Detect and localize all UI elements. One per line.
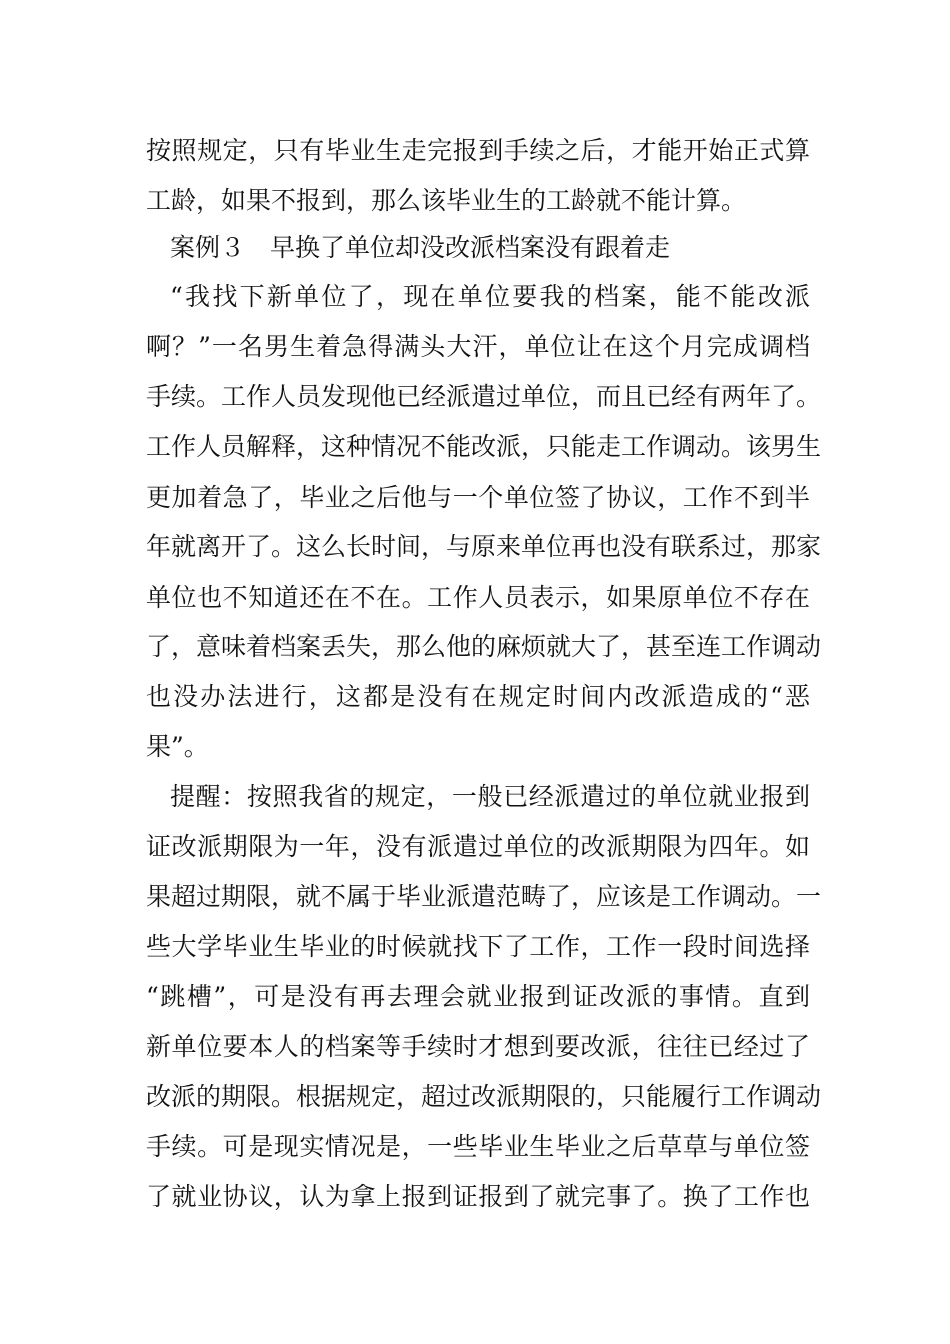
text-line: 了，意味着档案丢失，那么他的麻烦就大了，甚至连工作调动	[146, 632, 822, 661]
text-line: 工作人员解释，这种情况不能改派，只能走工作调动。该男生	[146, 432, 822, 461]
text-line: 工龄，如果不报到，那么该毕业生的工龄就不能计算。	[146, 186, 747, 215]
text-line: 果”。	[146, 732, 209, 761]
text-line: 新单位要本人的档案等手续时才想到要改派，往往已经过了	[146, 1032, 810, 1061]
text-line: 手续。工作人员发现他已经派遣过单位，而且已经有两年了。	[146, 382, 822, 411]
text-line: 年就离开了。这么长时间，与原来单位再也没有联系过，那家	[146, 532, 822, 561]
text-line: 单位也不知道还在不在。工作人员表示，如果原单位不存在	[146, 583, 810, 612]
text-line: 些大学毕业生毕业的时候就找下了工作，工作一段时间选择	[146, 932, 810, 961]
text-line: 证改派期限为一年，没有派遣过单位的改派期限为四年。如	[146, 832, 810, 861]
text-line: 果超过期限，就不属于毕业派遣范畴了，应该是工作调动。一	[146, 882, 822, 911]
text-line: 改派的期限。根据规定，超过改派期限的，只能履行工作调动	[146, 1082, 822, 1111]
text-line: “跳槽”，可是没有再去理会就业报到证改派的事情。直到	[146, 982, 810, 1011]
case-heading: 案例３ 早换了单位却没改派档案没有跟着走	[170, 233, 671, 262]
text-line: “我找下新单位了，现在单位要我的档案，能不能改派	[170, 282, 810, 311]
text-line: 了就业协议，认为拿上报到证报到了就完事了。换了工作也	[146, 1182, 810, 1211]
text-line: 手续。可是现实情况是，一些毕业生毕业之后草草与单位签	[146, 1132, 810, 1161]
text-line: 也没办法进行，这都是没有在规定时间内改派造成的“恶	[146, 682, 810, 711]
text-line: 更加着急了，毕业之后他与一个单位签了协议，工作不到半	[146, 483, 810, 512]
text-line: 啊？”一名男生着急得满头大汗，单位让在这个月完成调档	[146, 332, 810, 361]
text-line: 提醒：按照我省的规定，一般已经派遣过的单位就业报到	[170, 782, 810, 811]
text-line: 按照规定，只有毕业生走完报到手续之后，才能开始正式算	[146, 136, 810, 165]
